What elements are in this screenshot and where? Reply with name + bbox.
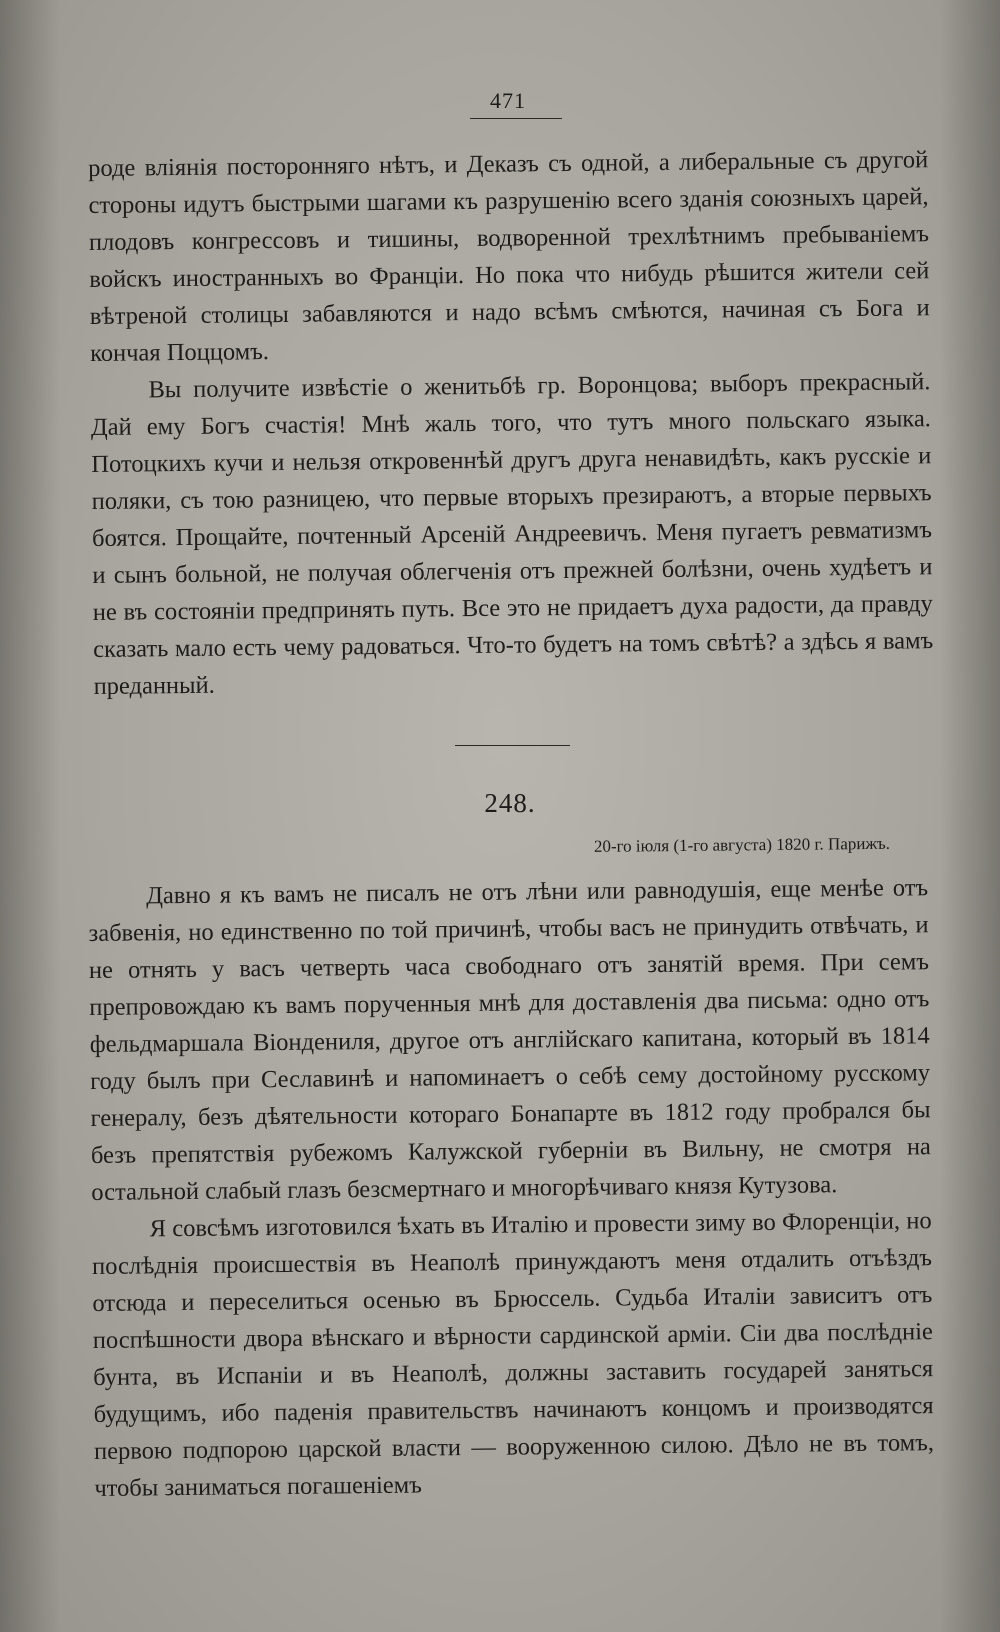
paragraph: Вы получите извѣстіе о женитьбѣ гр. Воронцова; выборъ прекрасный. Дай ему Богъ счастія! Мнѣ жаль того, что тутъ много польскаго языка. Потоцкихъ кучи и нельзя откровеннѣй другъ друга ненавидѣть, какъ русскіе и поляки, съ тою разницею, что первые вторыхъ презираютъ, а вторые первыхъ боятся. Прощайте, почтенный Арсеній Андреевичъ. Меня пугаетъ ревматизмъ и сынъ больной, не получая облегченія отъ прежней болѣзни, очень худѣетъ и не въ состояніи предпринять путь. Все это не придаетъ духа радости, да правду сказать мало есть чему радоваться. Что-то будетъ на томъ свѣтѣ? а здѣсь я вамъ преданный.: [90, 368, 934, 700]
left-page-shadow: [0, 0, 60, 1632]
paragraph: Я совсѣмъ изготовился ѣхать въ Италію и провести зиму во Флоренціи, но послѣднія происшествія въ Неаполѣ принуждаютъ меня отдалить отъѣздъ отсюда и переселиться осенью въ Брюссель. Судьба Италіи зависитъ отъ поспѣшности двора вѣнскаго и вѣрности сардинской арміи. Сіи два послѣдніе бунта, въ Испаніи и въ Неаполѣ, должны заставить государей заняться будущимъ, ибо паденія правительствъ начинаютъ концомъ и производятся первою подпорою царской власти — вооруженною силою. Дѣло не въ томъ, чтобы заниматься погашеніемъ: [91, 1207, 935, 1502]
letter-dateline: 20-го іюля (1-го августа) 1820 г. Парижъ.: [593, 833, 891, 856]
right-page-shadow: [940, 0, 1000, 1632]
paragraph: роде вліянія посторонняго нѣтъ, и Деказъ съ одной, а либеральные съ другой стороны идутъ быстрыми шагами къ разрушенію всего зданія союзныхъ царей, плодовъ конгрессовъ и тишины, водворенной трехлѣтнимъ пребываніемъ войскъ иностранныхъ во Франціи. Но пока что нибудь рѣшится жители сей вѣтреной столицы забавляются и надо всѣмъ смѣются, начиная съ Бога и кончая Поццомъ.: [88, 146, 930, 367]
letter-continuation: [88, 141, 934, 705]
paragraph: Давно я къ вамъ не писалъ не отъ лѣни или равнодушія, еще менѣе отъ забвенія, но единственно по той причинѣ, чтобы васъ не принудить отвѣчать, и не отнять у васъ четверть часа свободнаго отъ занятій время. При семъ препровождаю къ вамъ порученныя мнѣ для доставленія два письма: одно отъ фельдмаршала Віондениля, другое отъ англійскаго капитана, который въ 1814 году былъ при Сеславинѣ и напоминаетъ о себѣ сему достойному русскому генералу, безъ дѣятельности котораго Бонапарте въ 1812 году пробрался бы безъ препятствія рубежомъ Калужской губерніи въ Вильну, не смотря на остальной слабый глазъ безсмертнаго и многорѣчиваго князя Кутузова.: [88, 874, 932, 1206]
page-number: 471: [490, 88, 526, 113]
letter-body: [88, 869, 935, 1507]
page-number-rule: [470, 118, 562, 119]
section-divider: [455, 745, 570, 746]
letter-number: 248.: [484, 788, 536, 818]
